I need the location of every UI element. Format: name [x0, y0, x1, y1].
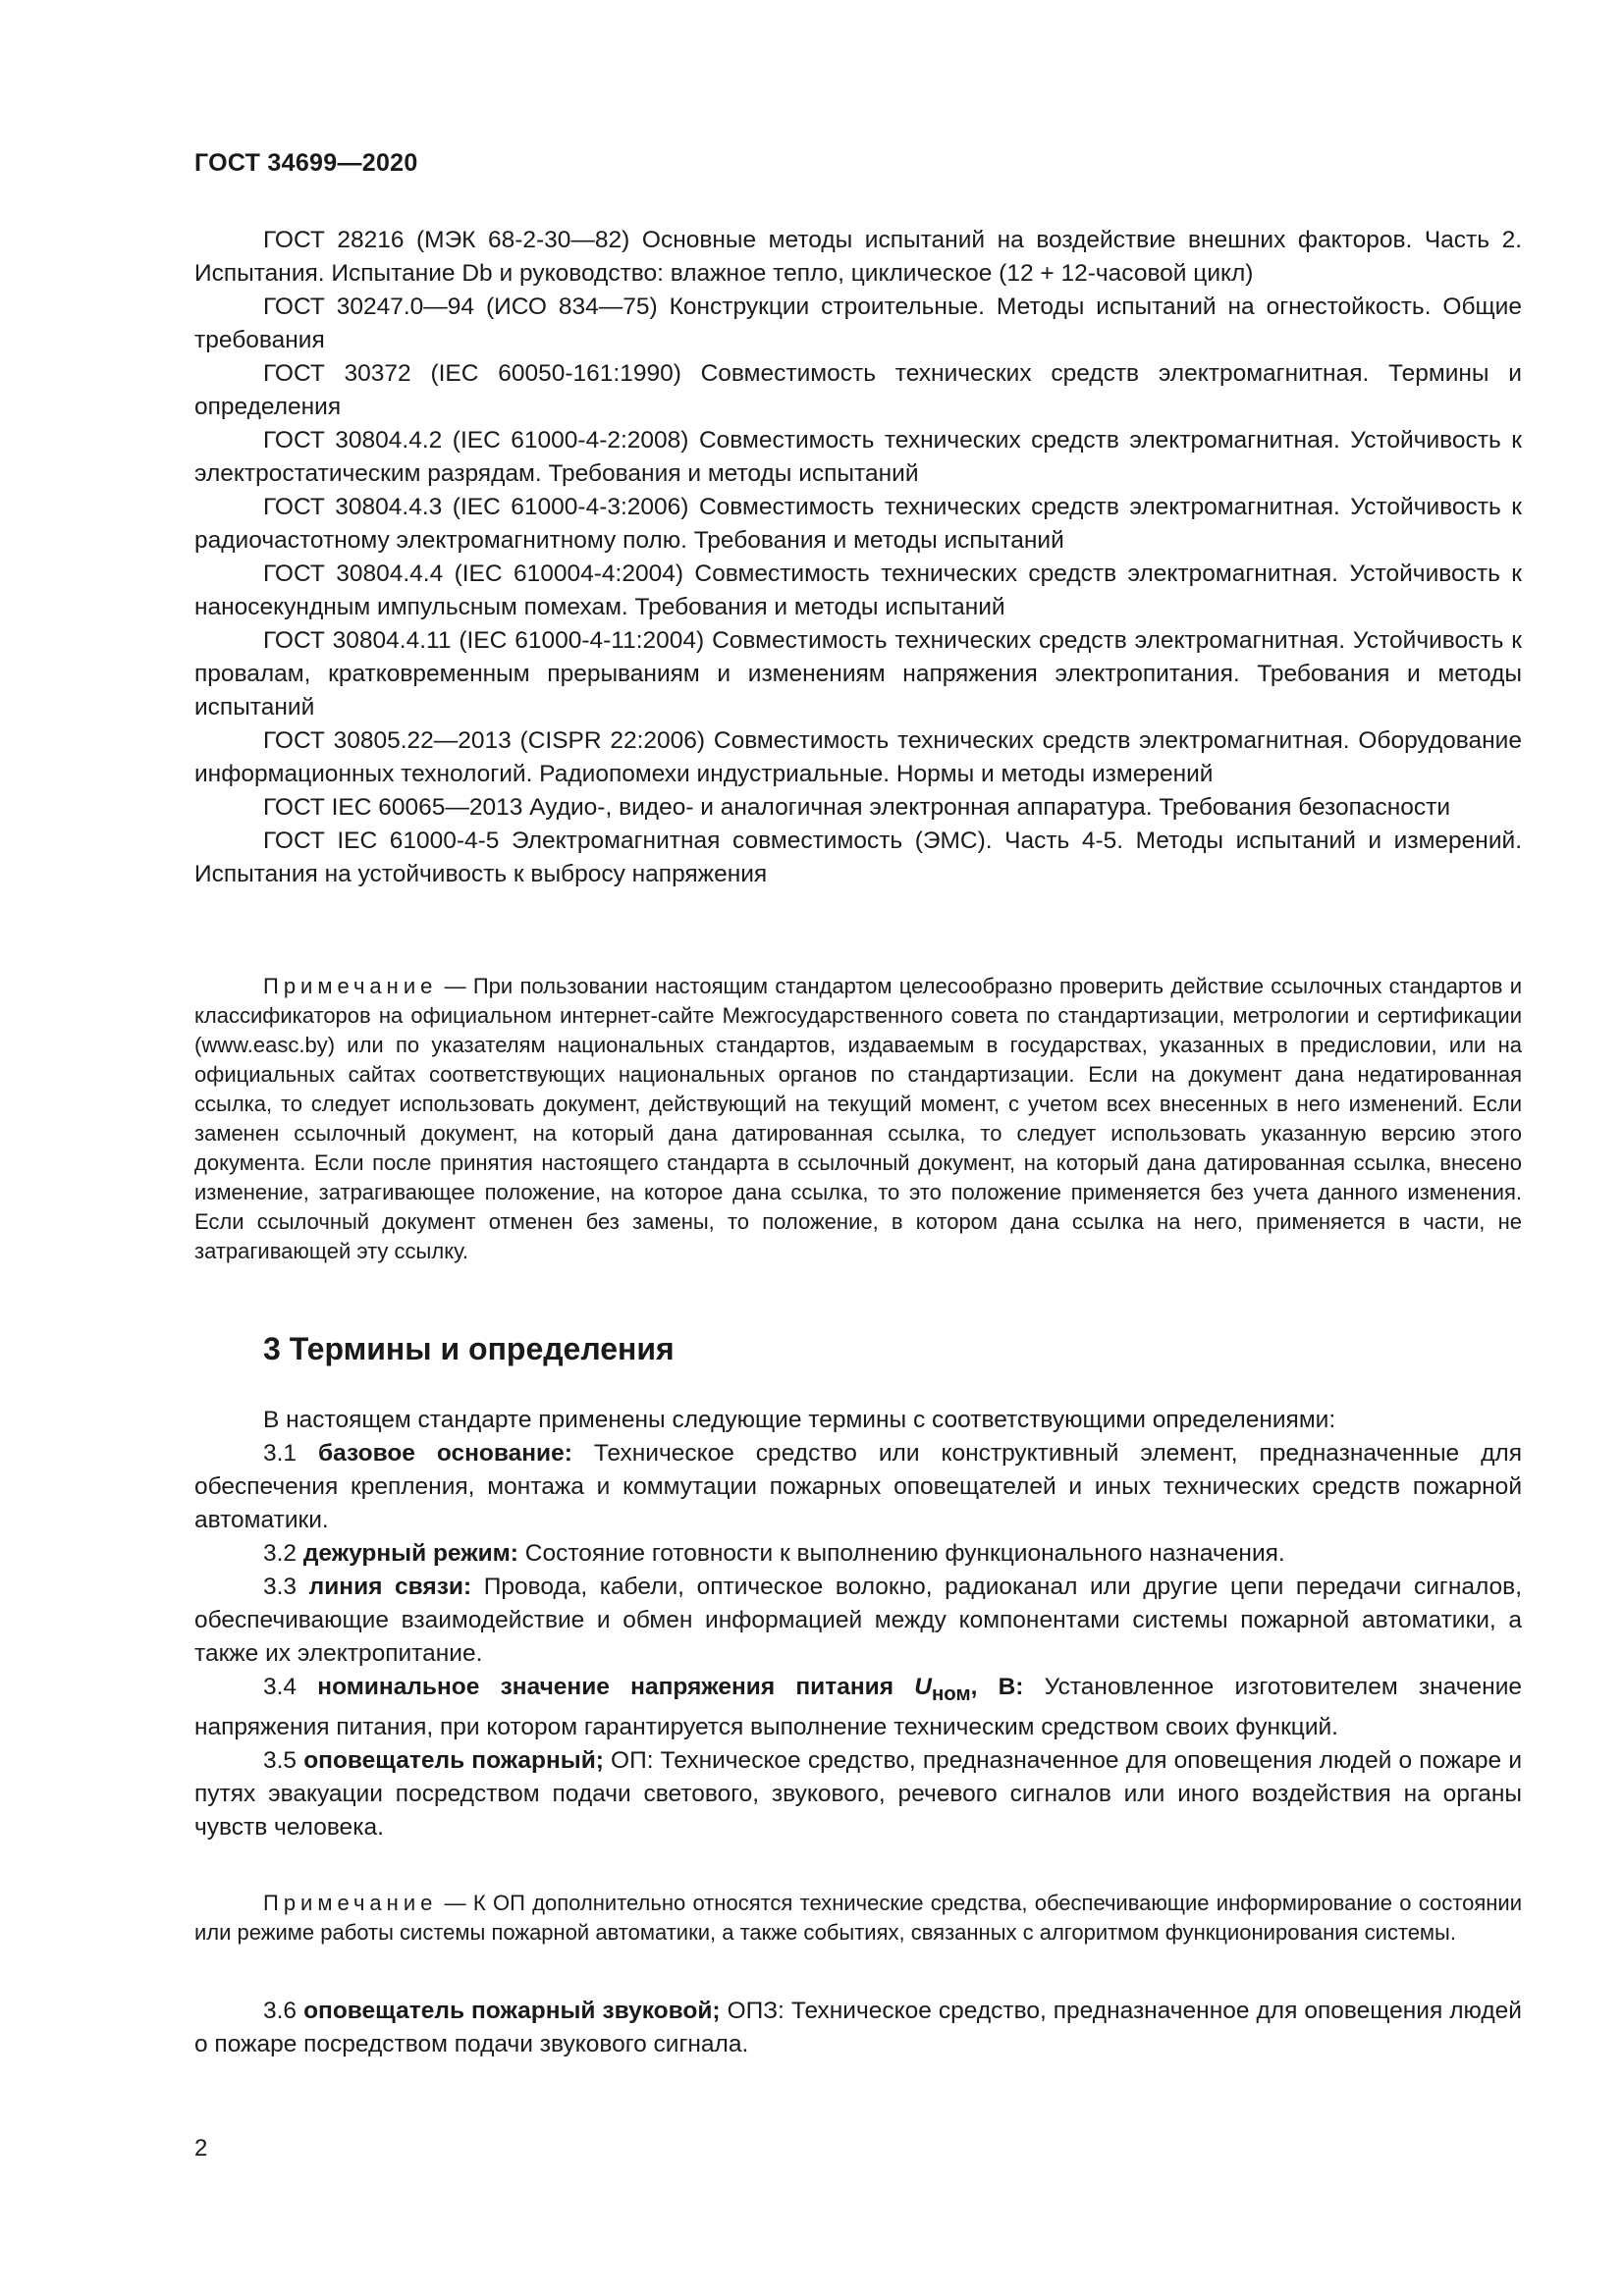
term-3-2: 3.2 дежурный режим: Состояние готовности к выполнению функционального назначения. [263, 1540, 1285, 1567]
term-3-1: 3.1 базовое основание: Техническое средство или конструктивный элемент, предназначенные для обеспечения крепления, монтажа и коммутации пожарных оповещателей и иных технических средств пожарной автоматики. [194, 1440, 1522, 1533]
note-label: Примечание [263, 974, 438, 998]
reference-item: ГОСТ 30804.4.2 (IEC 61000-4-2:2008) Совместимость технических средств электромагнитная. Устойчивость к электростатическим разрядам. Требования и методы испытаний [194, 427, 1522, 487]
term-3-6: 3.6 оповещатель пожарный звуковой; ОПЗ: Техническое средство, предназначенное для оповещения людей о пожаре посредством подачи звукового сигнала. [194, 1998, 1522, 2057]
reference-item: ГОСТ 30247.0—94 (ИСО 834—75) Конструкции строительные. Методы испытаний на огнестойкость. Общие требования [194, 294, 1522, 353]
references-note [194, 972, 1522, 1266]
section-title: 3 Термины и определения [263, 1331, 675, 1366]
reference-item: ГОСТ 28216 (МЭК 68-2-30—82) Основные методы испытаний на воздействие внешних факторов. Часть 2. Испытания. Испытание Db и руководство: влажное тепло, циклическое (12 + 12-часовой цикл) [194, 227, 1522, 287]
term-3-4: 3.4 номинальное значение напряжения питания $U_{ном}$, В: Установленное изготовителем значение напряжения питания, при котором гарантируется выполнение техническим средством своих функций. [194, 1674, 1523, 1740]
reference-item: ГОСТ IEC 61000-4-5 Электромагнитная совместимость (ЭМС). Часть 4-5. Методы испытаний и измерений. Испытания на устойчивость к выбросу напряжения [194, 828, 1522, 887]
term-note [194, 1889, 1522, 1948]
document-page [194, 0, 1522, 2296]
note-label: Примечание [263, 1891, 438, 1915]
reference-item: ГОСТ 30805.22—2013 (CISPR 22:2006) Совместимость технических средств электромагнитная. Оборудование информационных технологий. Радиопомехи индустриальные. Нормы и методы измерений [194, 727, 1522, 787]
reference-item: ГОСТ 30804.4.4 (IEC 610004-4:2004) Совместимость технических средств электромагнитная. Устойчивость к наносекундным импульсным помехам. Требования и методы испытаний [194, 561, 1522, 620]
terms-block-1 [194, 1404, 1522, 1844]
term-3-3: 3.3 линия связи: Провода, кабели, оптическое волокно, радиоканал или другие цепи передачи сигналов, обеспечивающие взаимодействие и обмен информацией между компонентами системы пожарной автоматики, а также их электропитание. [194, 1574, 1522, 1667]
terms-intro: В настоящем стандарте применены следующие термины с соответствующими определениями: [263, 1407, 1336, 1433]
reference-item: ГОСТ 30372 (IEC 60050-161:1990) Совместимость технических средств электромагнитная. Термины и определения [194, 360, 1522, 420]
reference-item: ГОСТ 30804.4.11 (IEC 61000-4-11:2004) Совместимость технических средств электромагнитная. Устойчивость к провалам, кратковременным прерываниям и изменениям напряжения электропитания. Требования и методы испытаний [194, 627, 1522, 721]
note-text: — К ОП дополнительно относятся технические средства, обеспечивающие информирование о состоянии или режиме работы системы пожарной автоматики, а также событиях, связанных с алгоритмом функционирования системы. [194, 1891, 1522, 1945]
normative-references-list [194, 224, 1522, 891]
terms-block-2 [194, 1995, 1522, 2061]
term-3-5: 3.5 оповещатель пожарный; ОП: Техническое средство, предназначенное для оповещения людей о пожаре и путях эвакуации посредством подачи светового, звукового, речевого сигналов или иного воздействия на органы чувств человека. [194, 1746, 1523, 1841]
reference-item: ГОСТ IEC 60065—2013 Аудио-, видео- и аналогичная электронная аппаратура. Требования безопасности [263, 794, 1451, 821]
note-text: — При пользовании настоящим стандартом целесообразно проверить действие ссылочных стандартов и классификаторов на официальном интернет-сайте Межгосударственного совета по стандартизации, метрологии и сертификации (www.easc.by) или по указателям национальных стандартов, издаваемым в государствах, указанных в предисловии, или на официальных сайтах соответствующих национальных органов по стандартизации. Если на документ дана недатированная ссылка, то следует использовать документ, действующий на текущий момент, с учетом всех внесенных в него изменений. Если заменен ссылочный документ, на который дана датированная ссылка, то следует использовать указанную версию этого документа. Если после принятия настоящего стандарта в ссылочный документ, на который дана датированная ссылка, внесено изменение, затрагивающее положение, на которое дана ссылка, то это положение применяется без учета данного изменения. Если ссылочный документ отменен без замены, то положение, в котором дана ссылка на него, применяется в части, не затрагивающей эту ссылку. [194, 974, 1522, 1263]
document-header: ГОСТ 34699—2020 [194, 149, 418, 177]
reference-item: ГОСТ 30804.4.3 (IEC 61000-4-3:2006) Совместимость технических средств электромагнитная. Устойчивость к радиочастотному электромагнитному полю. Требования и методы испытаний [194, 494, 1522, 554]
page-number: 2 [194, 2135, 208, 2162]
